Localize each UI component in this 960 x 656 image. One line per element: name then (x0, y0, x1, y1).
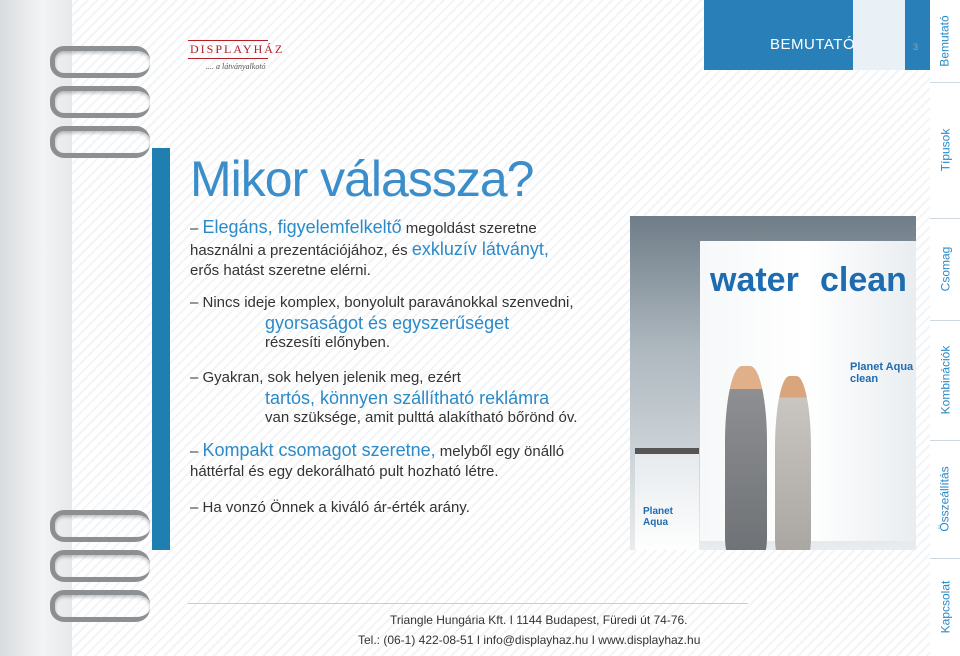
binder-ring (50, 126, 150, 158)
bullet-text: részesíti előnyben. (265, 334, 391, 351)
tab-label: Kombinációk (938, 345, 953, 415)
bullet-highlight: tartós, könnyen szállítható reklámra (265, 388, 550, 408)
logo (188, 40, 285, 80)
bullet-text: Gyakran, sok helyen jelenik meg, ezért (202, 369, 461, 386)
binder-ring (50, 550, 150, 582)
wall-text: water (710, 261, 799, 299)
bullet-4 (190, 440, 564, 482)
bullet-text: van szüksége, amit pulttá alakítható bőrönd óv. (265, 409, 578, 426)
tab-label: Bemutató (938, 15, 952, 67)
bullet-5 (190, 498, 470, 518)
section-tabs (930, 0, 960, 656)
page-number: 3 (913, 42, 919, 52)
bullet-dash: – (190, 443, 199, 460)
exhibition-photo (630, 216, 916, 550)
bullet-highlight: gyorsaságot és egyszerűséget (265, 313, 510, 333)
bullet-text: Ha vonzó Önnek a kiváló ár-érték arány. (202, 499, 470, 516)
bullet-dash: – (190, 294, 199, 311)
footer-divider (188, 603, 748, 604)
tab-osszeallitas[interactable] (930, 440, 960, 559)
tab-label: Kapcsolat (938, 580, 953, 634)
bullet-text: háttérfal és egy dekorálható pult hozható létre. (190, 463, 499, 480)
bullet-dash: – (190, 220, 199, 237)
footer-contact: Tel.: (06-1) 422-08-51 I info@displayhaz.hu I www.displayhaz.hu (358, 633, 701, 647)
bullet-text: Nincs ideje komplex, bonyolult paravánokkal szenvedni, (202, 294, 574, 311)
bullet-dash: – (190, 369, 199, 386)
tab-label: Típusok (938, 128, 952, 172)
bullet-text: megoldást szeretne (401, 220, 537, 237)
bullet-3 (190, 368, 577, 428)
bullet-highlight: exkluzív látványt, (411, 239, 549, 259)
accent-strip (152, 148, 170, 550)
tab-kombinaciok[interactable] (930, 320, 960, 441)
binder-ring (50, 590, 150, 622)
page-title: Mikor válassza? (190, 151, 534, 207)
counter-case (635, 448, 699, 550)
tab-bemutato[interactable] (930, 0, 960, 83)
binder-ring (50, 86, 150, 118)
person-woman (775, 376, 811, 550)
wall-brand: Planet Aqua clean (850, 361, 914, 385)
logo-name: DISPLAYHÁZ (188, 40, 268, 59)
person-man (725, 366, 767, 550)
binder-rings (40, 0, 150, 656)
tab-tipusok[interactable] (930, 82, 960, 219)
footer-address: Triangle Hungária Kft. I 1144 Budapest, Füredi út 74-76. (390, 613, 688, 627)
logo-tagline: .... a látványalkotó (206, 62, 266, 71)
binder-ring (50, 46, 150, 78)
wall-text: clean (820, 261, 907, 299)
binder-ring (50, 510, 150, 542)
bullet-highlight: Kompakt csomagot szeretne, (202, 440, 436, 460)
header-notch (853, 0, 905, 70)
bullet-text: erős hatást szeretne elérni. (190, 262, 371, 279)
tab-label: Csomag (938, 246, 952, 292)
tab-kapcsolat[interactable] (930, 558, 960, 656)
bullet-dash: – (190, 499, 199, 516)
tab-csomag[interactable] (930, 218, 960, 321)
bullet-highlight: Elegáns, figyelemfelkeltő (202, 217, 402, 237)
bullet-2 (190, 293, 574, 353)
counter-brand: Planet Aqua (643, 506, 674, 528)
bullet-text: melyből egy önálló (435, 443, 565, 460)
bullet-text: használni a prezentációjához, és (190, 242, 412, 259)
tab-label: Összeállítás (938, 466, 953, 532)
bullet-1 (190, 217, 549, 281)
section-label: BEMUTATÓ (770, 36, 856, 53)
